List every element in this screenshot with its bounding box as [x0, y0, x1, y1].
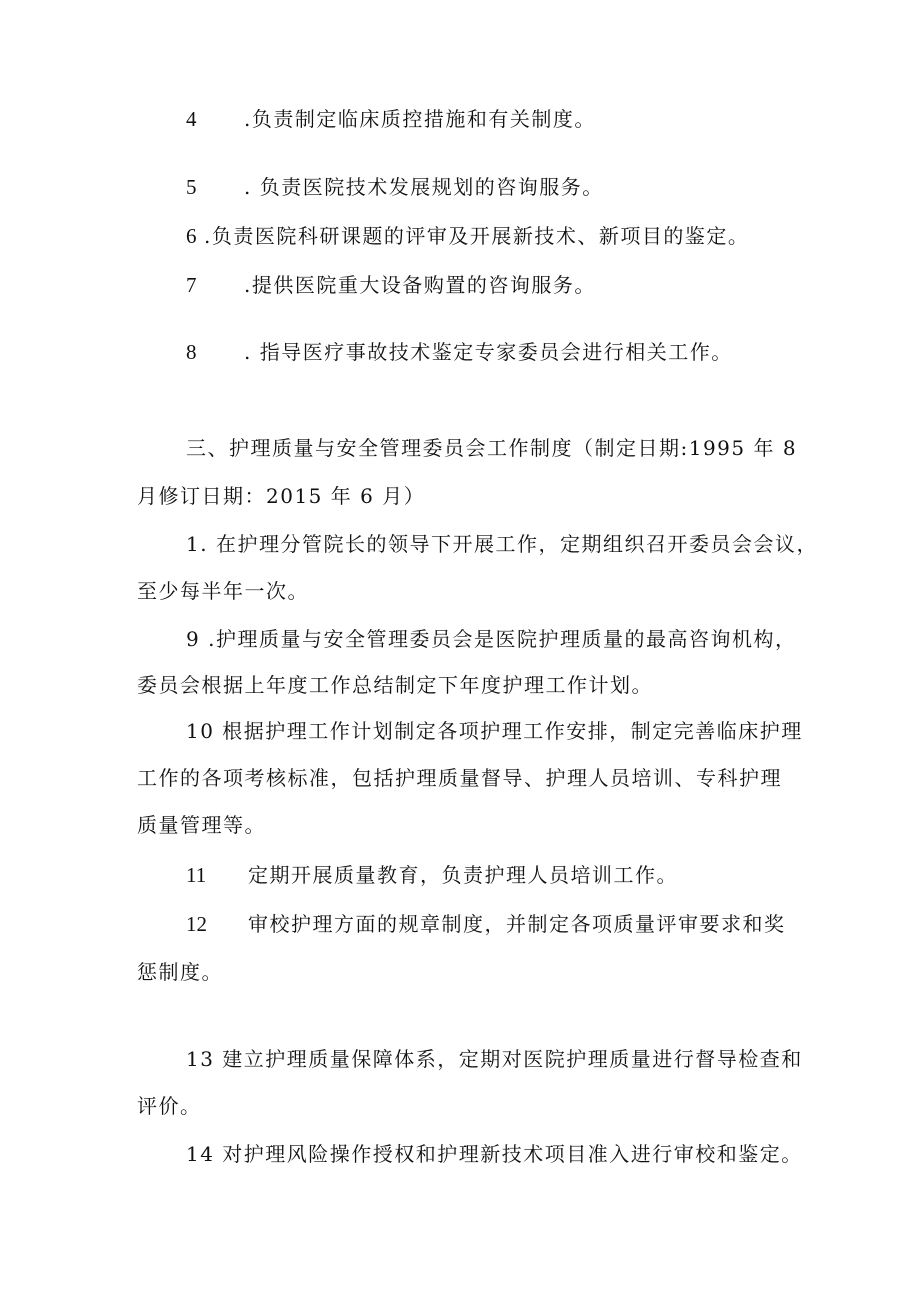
- list-item-text: . 指导医疗事故技术鉴定专家委员会进行相关工作。: [244, 340, 733, 364]
- list-item-text: .负责制定临床质控措施和有关制度。: [244, 107, 596, 131]
- paragraph-line: 惩制度。: [137, 960, 223, 984]
- list-item-number: 11: [186, 863, 207, 887]
- list-item-number: 8: [186, 340, 197, 364]
- list-item-number: 4: [186, 107, 197, 131]
- section-heading: 三、护理质量与安全管理委员会工作制度（制定日期:1995 年 8: [186, 436, 798, 460]
- paragraph-line: 至少每半年一次。: [137, 579, 309, 603]
- list-item-text: .负责医院科研课题的评审及开展新技术、新项目的鉴定。: [204, 224, 750, 248]
- section-heading-continued: 月修订日期：2015 年 6 月）: [137, 484, 426, 508]
- paragraph-line: 委员会根据上年度工作总结制定下年度护理工作计划。: [137, 673, 653, 697]
- paragraph-line: 工作的各项考核标准，包括护理质量督导、护理人员培训、专科护理: [137, 766, 782, 790]
- list-item-text: 定期开展质量教育，负责护理人员培训工作。: [248, 863, 678, 887]
- paragraph-line: 14 对护理风险操作授权和护理新技术项目准入进行审校和鉴定。: [186, 1142, 803, 1166]
- list-item-number: 6: [186, 224, 197, 248]
- list-item-number: 12: [186, 912, 207, 936]
- list-item-text: 审校护理方面的规章制度，并制定各项质量评审要求和奖: [248, 912, 786, 936]
- paragraph-line: 质量管理等。: [137, 813, 266, 837]
- paragraph-line: 9 .护理质量与安全管理委员会是医院护理质量的最高咨询机构，: [186, 627, 797, 651]
- list-item-text: . 负责医院技术发展规划的咨询服务。: [244, 175, 604, 199]
- paragraph-line: 评价。: [137, 1094, 202, 1118]
- list-item-number: 7: [186, 273, 197, 297]
- paragraph-line: 10 根据护理工作计划制定各项护理工作安排，制定完善临床护理: [186, 719, 803, 743]
- paragraph-line: 13 建立护理质量保障体系，定期对医院护理质量进行督导检查和: [186, 1047, 803, 1071]
- paragraph-line: 1. 在护理分管院长的领导下开展工作，定期组织召开委员会会议，: [186, 532, 818, 556]
- list-item-text: .提供医院重大设备购置的咨询服务。: [244, 273, 596, 297]
- list-item-number: 5: [186, 175, 197, 199]
